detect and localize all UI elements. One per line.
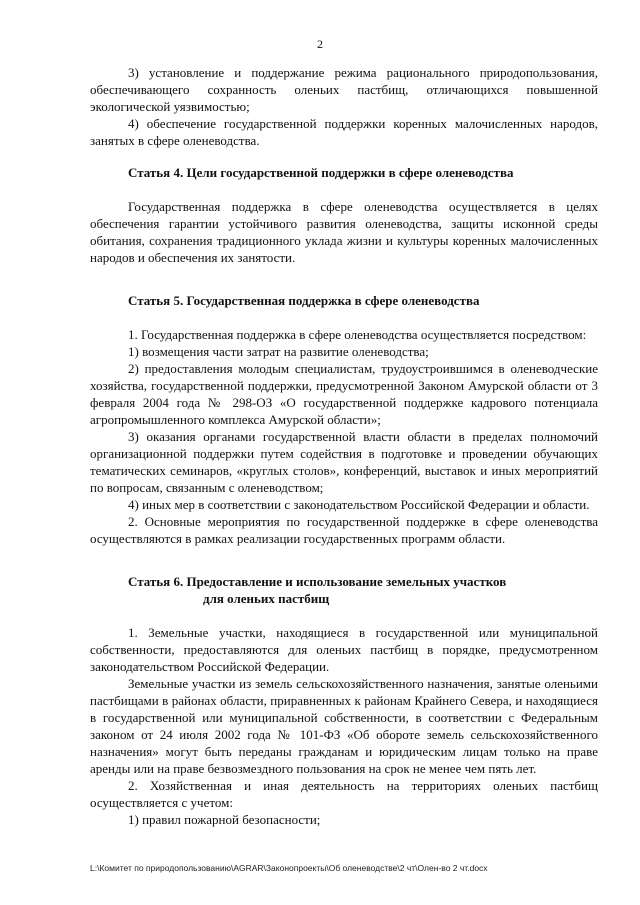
article5-paragraph-2: 2. Основные мероприятия по государственной поддержке в сфере оленеводства осуществляются в рамках реализации государственных программ области. — [90, 514, 598, 546]
article6-paragraph-1: 1. Земельные участки, находящиеся в государственной или муниципальной собственности, предоставляются для оленьих пастбищ в порядке, предусмотренном законодательством Российской Федерации. — [90, 625, 598, 674]
article5-subitem-3: 3) оказания органами государственной власти области в пределах полномочий организационной поддержки путем содействия в подготовке и проведении обучающих тематических семинаров, «круглых столов», конференций, выставок и иных мероприятий по вопросам, связанным с оленеводством; — [90, 429, 598, 495]
article5-subitem-4: 4) иных мер в соответствии с законодательством Российской Федерации и области. — [128, 497, 590, 512]
article6-heading — [128, 573, 598, 607]
article4-text: Государственная поддержка в сфере оленеводства осуществляется в целях обеспечения гарантии устойчивого развития оленеводства, защиты исконной среды обитания, сохранения традиционного уклада жизни и культуры коренных малочисленных народов и обеспечения их занятости. — [90, 199, 598, 265]
page-number: 2 — [317, 37, 323, 51]
footer-file-path: L:\Комитет по природопользованию\AGRAR\Законопроекты\Об оленеводстве\2 чт\Олен-во 2 чт.docx — [90, 863, 488, 873]
article4-heading: Статья 4. Цели государственной поддержки в сфере оленеводства — [128, 165, 514, 180]
article5-subitem-2: 2) предоставления молодым специалистам, трудоустроившимся в оленеводческие хозяйства, государственной поддержки, предусмотренной Законом Амурской области от 3 февраля 2004 года № 298-ОЗ «О государственной поддержке кадрового потенциала агропромышленного комплекса Амурской области»; — [90, 361, 598, 427]
article3-item-4: 4) обеспечение государственной поддержки коренных малочисленных народов, занятых в сфере оленеводства. — [90, 116, 598, 148]
article3-item-3: 3) установление и поддержание режима рационального природопользования, обеспечивающего сохранность оленьих пастбищ, отличающихся повышенной экологической уязвимостью; — [90, 65, 598, 114]
article5-paragraph-1: 1. Государственная поддержка в сфере оленеводства осуществляется посредством: — [128, 327, 587, 342]
article6-heading-line1: Статья 6. Предоставление и использование земельных участков — [128, 574, 507, 589]
article6-subitem-1: 1) правил пожарной безопасности; — [128, 812, 321, 827]
article6-heading-line2: для оленьих пастбищ — [203, 591, 330, 606]
article5-heading: Статья 5. Государственная поддержка в сфере оленеводства — [128, 293, 480, 308]
article6-paragraph-1b: Земельные участки из земель сельскохозяйственного назначения, занятые оленьими пастбищами в районах области, приравненных к районам Крайнего Севера, и находящиеся в государственной или муниципальной собственности, в соответствии с Федеральным законом от 24 июля 2002 года № 101-ФЗ «Об обороте земель сельскохозяйственного назначения» могут быть переданы гражданам и юридическим лицам только на праве аренды или на праве безвозмездного пользования на срок не менее чем пять лет. — [90, 676, 598, 776]
article5-subitem-1: 1) возмещения части затрат на развитие оленеводства; — [128, 344, 429, 359]
article6-paragraph-2: 2. Хозяйственная и иная деятельность на территориях оленьих пастбищ осуществляется с учетом: — [90, 778, 598, 810]
document-body — [90, 64, 598, 828]
